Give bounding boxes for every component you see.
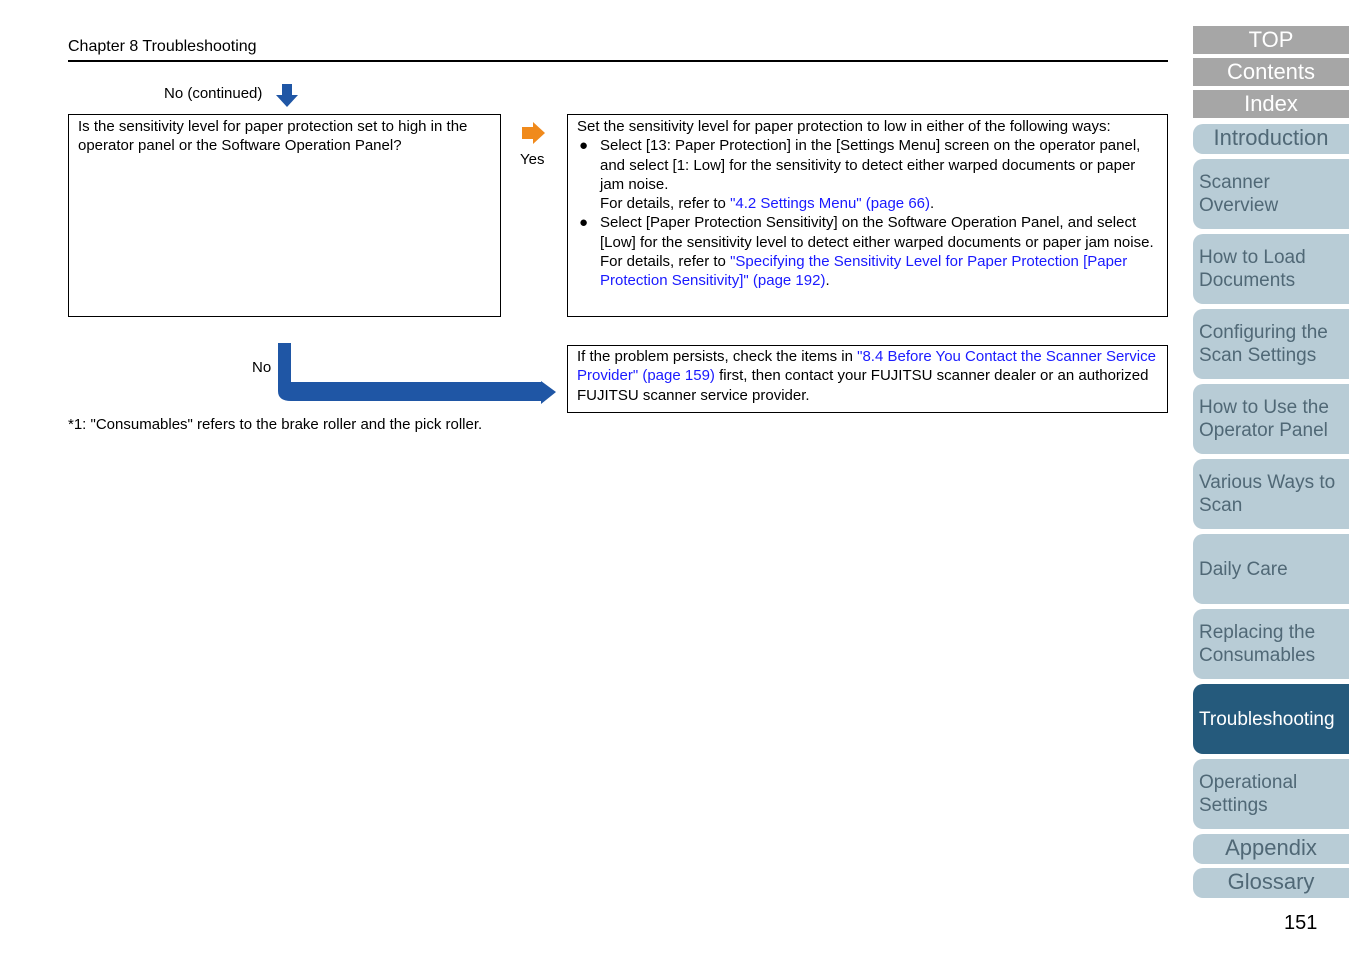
tab-label: How to Load Documents <box>1199 247 1306 291</box>
list-item <box>577 213 1158 290</box>
question-box <box>68 114 501 317</box>
tab-label: Troubleshooting <box>1199 708 1335 730</box>
right-arrow-icon <box>522 122 545 144</box>
bullet-detail <box>600 194 1158 213</box>
tab-label: Daily Care <box>1199 558 1288 580</box>
detail-prefix: For details, refer to <box>600 253 731 271</box>
nav-index-button[interactable]: Index <box>1193 90 1349 118</box>
answer-list <box>577 136 1158 290</box>
nav-contents-button[interactable]: Contents <box>1193 58 1349 86</box>
chapter-title: Chapter 8 Troubleshooting <box>68 38 257 55</box>
tab-operator-panel[interactable] <box>1193 384 1349 454</box>
tab-operational-settings[interactable] <box>1193 759 1349 829</box>
bullet-detail <box>600 252 1158 291</box>
no-label: No <box>252 359 272 376</box>
tab-label: Configuring the Scan Settings <box>1199 322 1328 366</box>
tab-glossary[interactable]: Glossary <box>1193 868 1349 898</box>
contact-provider-link[interactable]: "8.4 Before You Contact the Scanner Service Provider" (page 159) <box>577 348 1156 385</box>
answer-box <box>567 114 1168 317</box>
tab-label: Operational Settings <box>1199 772 1298 816</box>
tab-label: How to Use the Operator Panel <box>1199 397 1329 441</box>
footnote: *1: "Consumables" refers to the brake roller and the pick roller. <box>68 416 483 433</box>
bullet-icon: ● <box>579 214 589 232</box>
tab-replacing-consumables[interactable] <box>1193 609 1349 679</box>
settings-menu-link[interactable]: "4.2 Settings Menu" (page 66) <box>730 195 930 213</box>
bullet-text: Select [13: Paper Protection] in the [Settings Menu] screen on the operator panel, and select [1: Low] for the sensitivity to detect either warped documents or paper jam noise. <box>600 137 1141 193</box>
detail-prefix: For details, refer to <box>600 195 731 213</box>
tab-how-to-load-documents[interactable] <box>1193 234 1349 304</box>
tab-troubleshooting[interactable] <box>1193 684 1349 754</box>
persist-prefix: If the problem persists, check the items in <box>577 348 858 365</box>
nav-top-button[interactable]: TOP <box>1193 26 1349 54</box>
tab-introduction[interactable]: Introduction <box>1193 124 1349 154</box>
tab-various-ways-to-scan[interactable] <box>1193 459 1349 529</box>
page-number: 151 <box>1284 912 1318 934</box>
answer-intro: Set the sensitivity level for paper protection to low in either of the following ways: <box>577 118 1111 135</box>
tab-configuring-scan-settings[interactable] <box>1193 309 1349 379</box>
down-arrow-icon <box>276 84 298 108</box>
persist-suffix: first, then contact your FUJITSU scanner dealer or an authorized FUJITSU scanner service provider. <box>577 367 1149 404</box>
tab-label: Various Ways to Scan <box>1199 472 1336 516</box>
header-rule <box>68 60 1168 62</box>
list-item <box>577 136 1158 213</box>
question-text: Is the sensitivity level for paper protection set to high in the operator panel or the Software Operation Panel? <box>78 118 468 155</box>
no-continued-label: No (continued) <box>164 85 263 102</box>
tab-label: Replacing the Consumables <box>1199 622 1316 666</box>
bullet-text: Select [Paper Protection Sensitivity] on the Software Operation Panel, and select [Low] for the sensitivity level to detect either warped documents or paper jam noise. <box>600 214 1154 251</box>
tab-scanner-overview[interactable] <box>1193 159 1349 229</box>
tab-label: Scanner Overview <box>1199 172 1279 216</box>
tab-daily-care[interactable] <box>1193 534 1349 604</box>
yes-label: Yes <box>520 151 545 168</box>
detail-suffix: . <box>930 195 935 213</box>
paper-protection-sensitivity-link[interactable]: "Specifying the Sensitivity Level for Paper Protection [Paper Protection Sensitivity]" (page 192) <box>600 253 1128 290</box>
detail-suffix: . <box>825 272 830 290</box>
bent-arrow-icon <box>278 343 558 405</box>
tab-appendix[interactable]: Appendix <box>1193 834 1349 864</box>
persist-box <box>567 345 1168 413</box>
bullet-icon: ● <box>579 137 589 155</box>
